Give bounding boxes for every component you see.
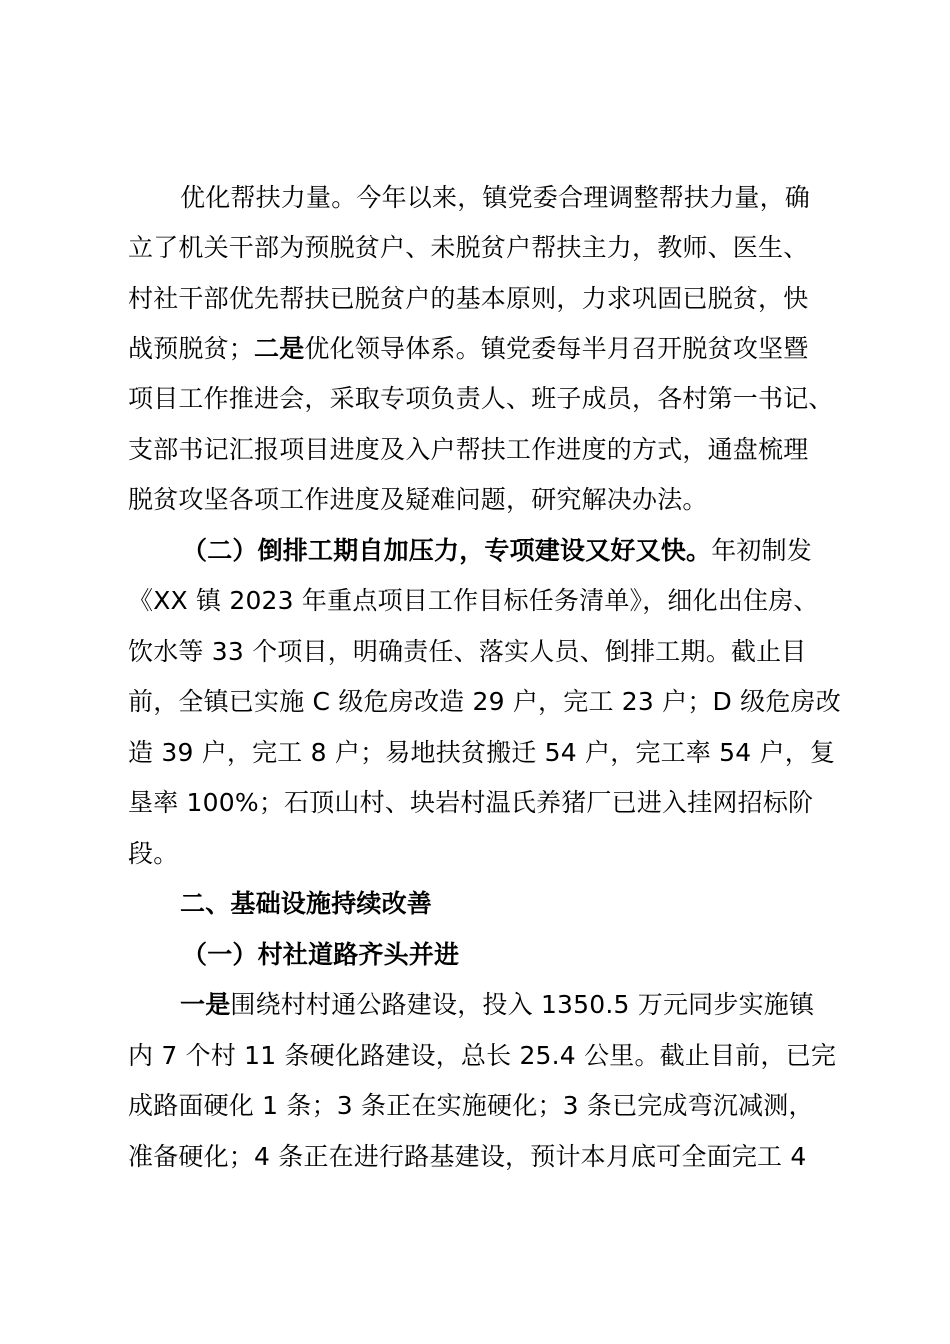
paragraph-1-line-1: 优化帮扶力量。今年以来，镇党委合理调整帮扶力量，确 — [180, 183, 811, 212]
paragraph-2-line-6: 垦率 100%；石顶山村、块岩村温氏养猪厂已进入挂网招标阶 — [128, 788, 814, 817]
paragraph-1-line-2: 立了机关干部为预脱贫户、未脱贫户帮扶主力，教师、医生、 — [128, 233, 809, 262]
paragraph-3-line-2: 内 7 个村 11 条硬化路建设，总长 25.4 公里。截止目前，已完 — [128, 1041, 837, 1070]
paragraph-1-line-7: 脱贫攻坚各项工作进度及疑难问题，研究解决办法。 — [128, 485, 708, 514]
paragraph-2-line-1 — [182, 534, 812, 568]
paragraph-3-line-3: 成路面硬化 1 条；3 条正在实施硬化；3 条已完成弯沉减测， — [128, 1091, 814, 1120]
paragraph-1-line-4 — [128, 332, 808, 366]
paragraph-3-line-1 — [180, 988, 814, 1022]
text-run: 优化领导体系。镇党委每半月召开脱贫攻坚暨 — [304, 334, 809, 363]
subsection-heading: （一）村社道路齐头并进 — [182, 940, 460, 969]
section-heading: 二、基础设施持续改善 — [180, 889, 433, 918]
section-heading-inline: （二）倒排工期自加压力，专项建设又好又快。 — [182, 536, 712, 565]
bold-marker-er-shi: 二是 — [254, 334, 305, 363]
paragraph-2-line-3: 饮水等 33 个项目，明确责任、落实人员、倒排工期。截止目 — [128, 637, 807, 666]
paragraph-2-line-5: 造 39 户，完工 8 户；易地扶贫搬迁 54 户，完工率 54 户，复 — [128, 738, 836, 767]
paragraph-2-line-2: 《XX 镇 2023 年重点项目工作目标任务清单》，细化出住房、 — [128, 586, 819, 615]
paragraph-1-line-3: 村社干部优先帮扶已脱贫户的基本原则，力求巩固已脱贫，快 — [128, 284, 809, 313]
paragraph-2-line-4: 前，全镇已实施 C 级危房改造 29 户，完工 23 户；D 级危房改 — [128, 687, 841, 716]
text-run: 围绕村村通公路建设，投入 1350.5 万元同步实施镇 — [230, 990, 815, 1019]
paragraph-3-line-4: 准备硬化；4 条正在进行路基建设，预计本月底可全面完工 4 — [128, 1142, 807, 1171]
bold-marker-yi-shi: 一是 — [180, 990, 231, 1019]
paragraph-1-line-6: 支部书记汇报项目进度及入户帮扶工作进度的方式，通盘梳理 — [128, 435, 809, 464]
text-run: 战预脱贫； — [128, 334, 255, 363]
paragraph-1-line-5: 项目工作推进会，采取专项负责人、班子成员，各村第一书记、 — [128, 384, 834, 413]
paragraph-2-line-7: 段。 — [128, 839, 179, 868]
text-run: 年初制发 — [711, 536, 813, 565]
